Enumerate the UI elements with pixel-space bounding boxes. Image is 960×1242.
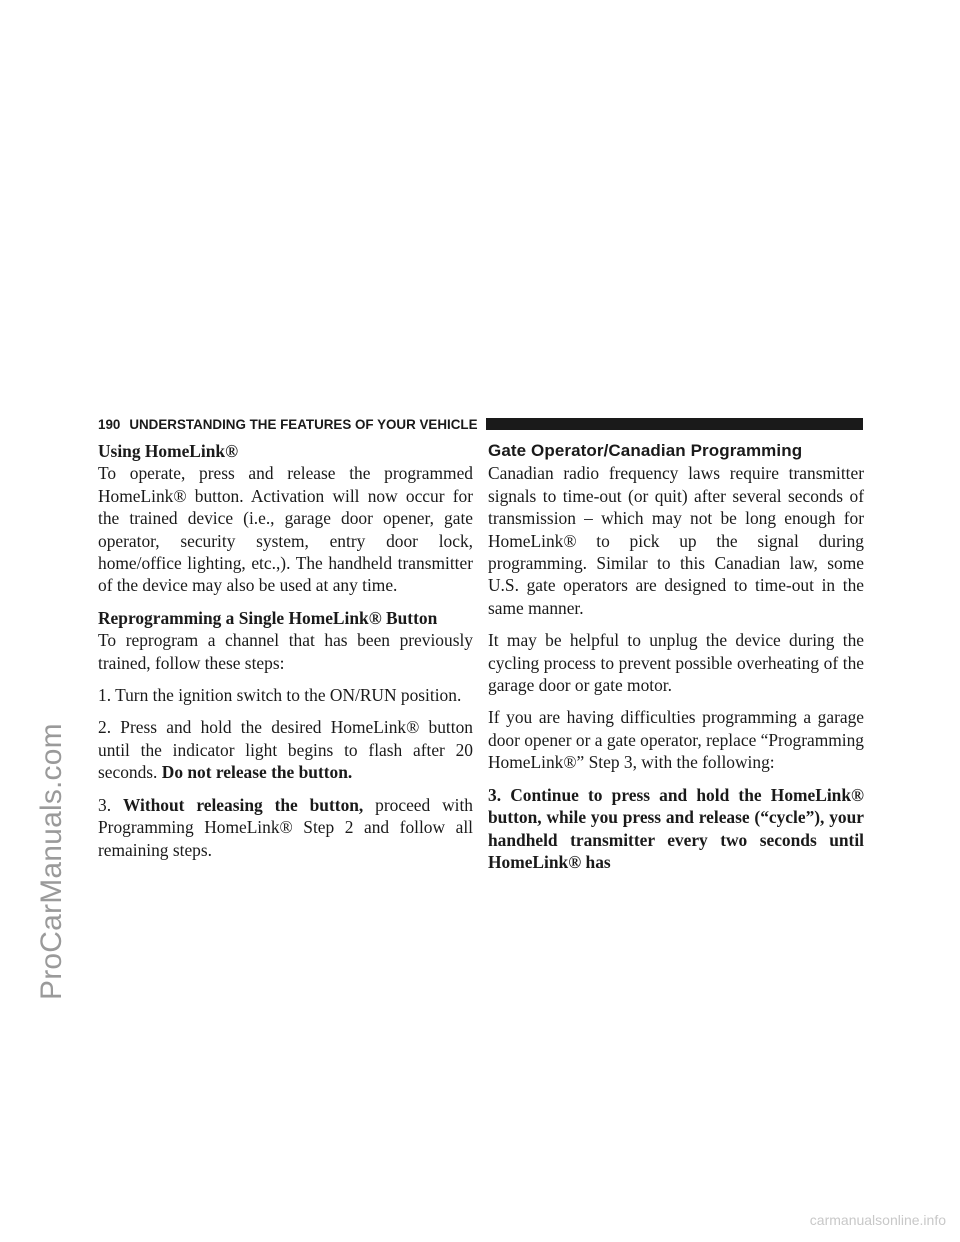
step-2 <box>98 716 473 783</box>
paragraph-continue-step: 3. Continue to press and hold the HomeLink® button, while you press and release (“cycle”), your handheld transmitter every two seconds until HomeLink® has <box>488 784 864 872</box>
footer-watermark: carmanualsonline.info <box>809 1212 946 1228</box>
watermark-text: ProCarManuals.com <box>35 723 68 1000</box>
paragraph-operate: To operate, press and release the programmed HomeLink® button. Activation will now occur for the trained device (i.e., garage door opener, gate operator, security system, entry door lock, home/office lighting, etc.,). The handheld transmitter of the device may also be used at any time. <box>98 463 473 596</box>
step-2-text: 2. Press and hold the desired HomeLink® button until the indicator light begins to flash after 20 seconds. <box>98 717 473 783</box>
paragraph-unplug: It may be helpful to unplug the device during the cycling process to prevent possible overheating of the garage door or gate motor. <box>488 630 864 696</box>
left-column <box>98 440 473 871</box>
paragraph-canadian-laws: Canadian radio frequency laws require transmitter signals to time-out (or quit) after several seconds of transmission – which may not be long enough for HomeLink® to pick up the signal during programming. Similar to this Canadian law, some U.S. gate operators are designed to time-out in the same manner. <box>488 463 864 618</box>
header-rule <box>486 418 863 430</box>
heading-reprogramming: Reprogramming a Single HomeLink® Button <box>98 607 438 628</box>
step-2-warning: Do not release the button. <box>161 762 353 783</box>
section-title: UNDERSTANDING THE FEATURES OF YOUR VEHICLE <box>129 416 478 432</box>
right-column <box>488 440 864 883</box>
step-3-text: proceed with Programming HomeLink® Step 2 and follow all remaining steps. <box>98 794 474 860</box>
step-3-number: 3. <box>98 794 123 815</box>
step-1: 1. Turn the ignition switch to the ON/RUN position. <box>98 685 462 706</box>
paragraph-reprogram-intro: To reprogram a channel that has been previously trained, follow these steps: <box>98 630 473 673</box>
heading-using-homelink: Using HomeLink® <box>98 441 239 461</box>
step-3 <box>98 794 473 861</box>
step-3-warning: Without releasing the button, <box>122 794 364 815</box>
paragraph-difficulties: If you are having difficulties programming a garage door opener or a gate operator, replace “Programming HomeLink®” Step 3, with the following: <box>488 707 864 773</box>
side-watermark <box>0 0 70 1242</box>
running-header <box>98 415 863 433</box>
heading-gate-operator: Gate Operator/Canadian Programming <box>488 441 803 460</box>
page-number: 190 <box>98 416 121 432</box>
